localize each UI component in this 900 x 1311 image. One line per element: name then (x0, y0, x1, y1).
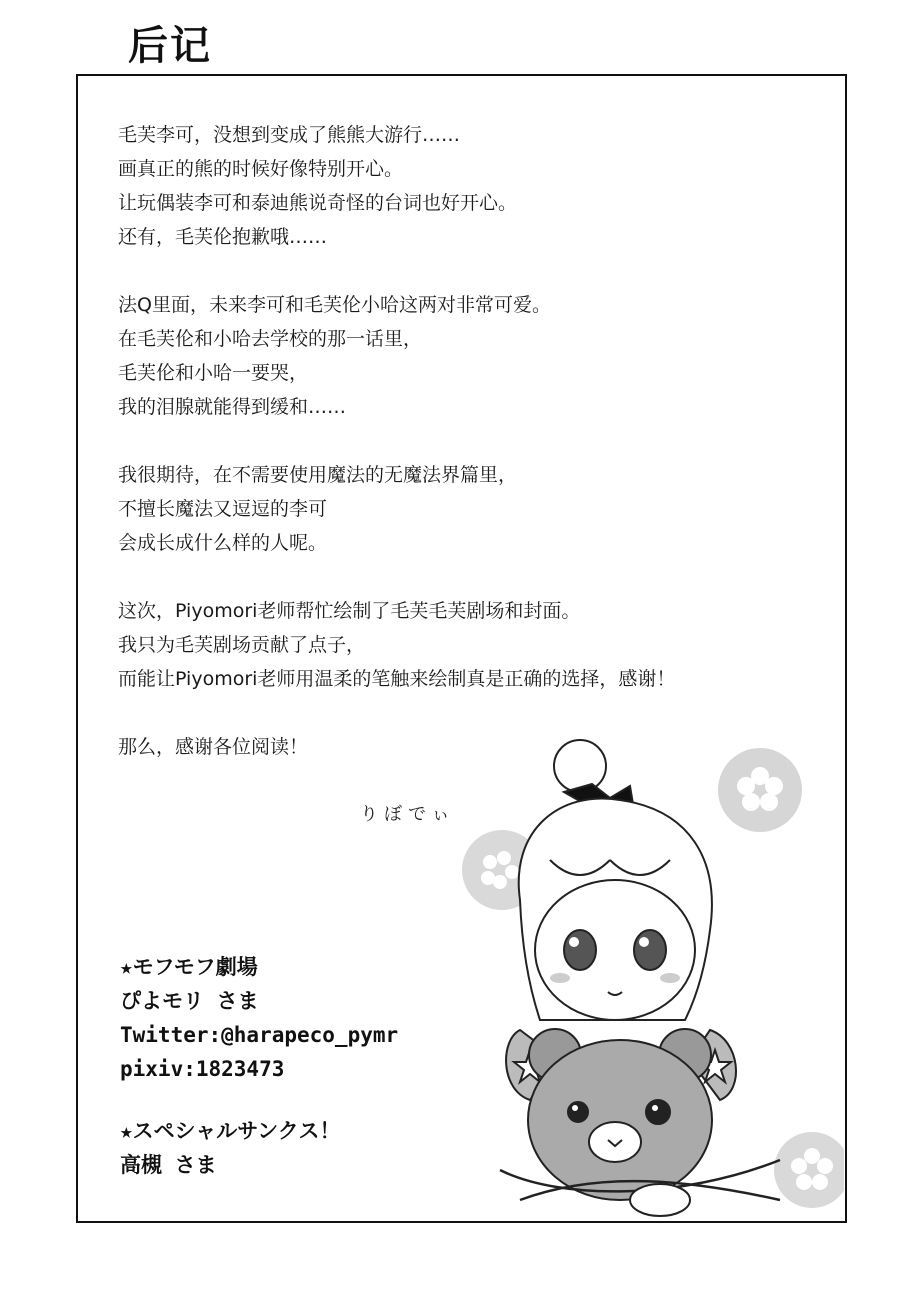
author-signature: りぼでぃ (360, 804, 456, 825)
credits-pixiv: pixiv:1823473 (120, 1057, 285, 1081)
credits-name-piyomori: ぴよモリ さま (120, 989, 259, 1013)
girl-with-bear-illustration (460, 730, 844, 1222)
text-line: 法Q里面，未来李可和毛芙伦小哈这两对非常可爱。 (118, 294, 551, 316)
text-line: 我只为毛芙剧场贡献了点子， (118, 634, 366, 656)
flower-decoration-icon (718, 748, 802, 832)
credits-block (120, 950, 398, 1182)
text-line: 会成长成什么样的人呢。 (118, 532, 328, 554)
text-line: 毛芙伦和小哈一要哭， (118, 362, 309, 384)
teddy-bear-figure (500, 1029, 780, 1216)
text-line: 我很期待，在不需要使用魔法的无魔法界篇里， (118, 464, 518, 486)
afterword-body (118, 118, 818, 798)
text-line: 还有，毛芙伦抱歉哦…… (118, 226, 328, 248)
text-line: 而能让Piyomori老师用温柔的笔触来绘制真是正确的选择，感谢！ (118, 668, 676, 690)
paragraph-2 (118, 288, 818, 424)
paragraph-3 (118, 458, 818, 560)
paragraph-4 (118, 594, 818, 696)
page-title: 后记 (128, 23, 212, 69)
text-line: 我的泪腺就能得到缓和…… (118, 396, 347, 418)
credits-twitter: Twitter:@harapeco_pymr (120, 1023, 399, 1047)
credits-spacer (120, 1086, 398, 1114)
text-line: 在毛芙伦和小哈去学校的那一话里， (118, 328, 423, 350)
paragraph-1 (118, 118, 818, 254)
text-line: 毛芙李可，没想到变成了熊熊大游行…… (118, 124, 461, 146)
flower-decoration-icon (774, 1132, 844, 1208)
credits-name-takatsuki: 高槻 さま (120, 1153, 217, 1177)
text-line: 这次，Piyomori老师帮忙绘制了毛芙毛芙剧场和封面。 (118, 600, 581, 622)
credits-heading-special-thanks: ★スペシャルサンクス！ (120, 1119, 341, 1143)
text-line: 画真正的熊的时候好像特别开心。 (118, 158, 404, 180)
text-line: 不擅长魔法又逗逗的李可 (118, 498, 328, 520)
credits-heading-mofu-theater: ★モフモフ劇場 (120, 955, 258, 979)
text-line: 让玩偶装李可和泰迪熊说奇怪的台词也好开心。 (118, 192, 518, 214)
text-line: 那么，感谢各位阅读！ (118, 736, 309, 758)
